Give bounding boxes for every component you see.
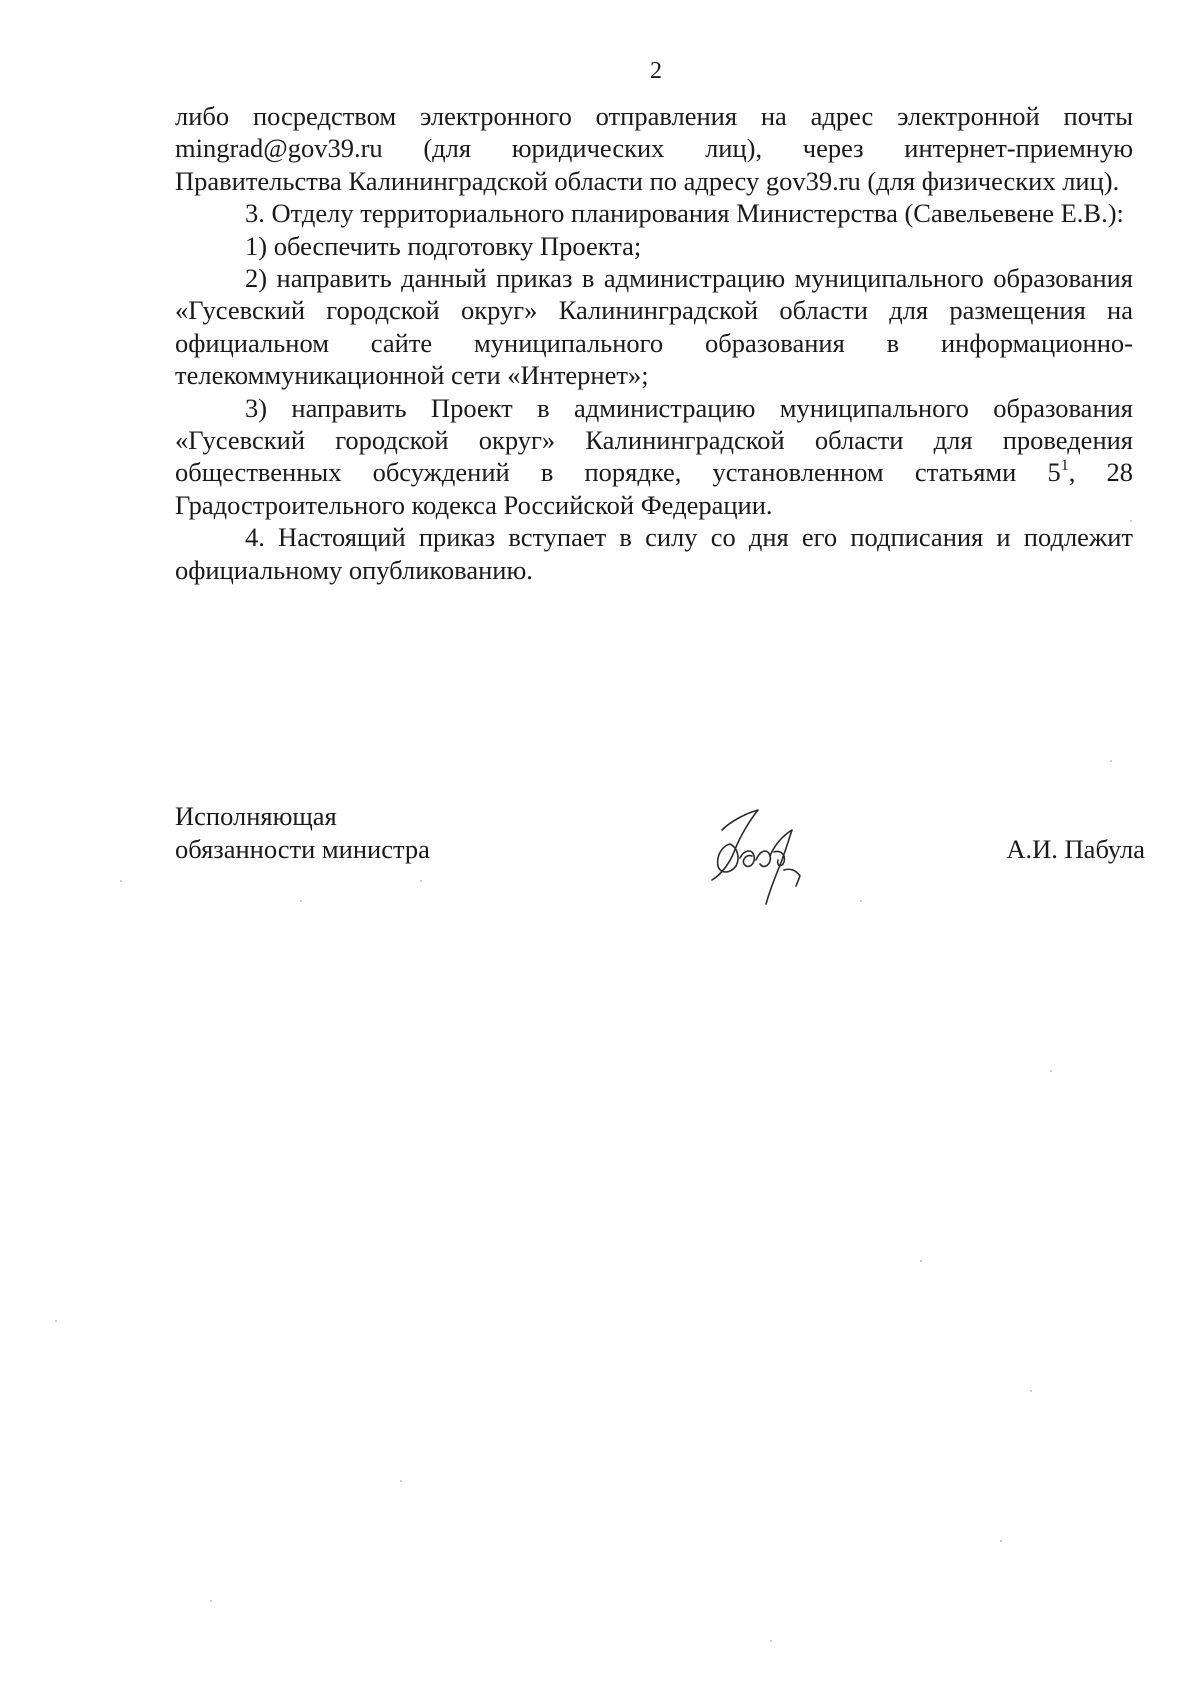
paragraph-contacts: либо посредством электронного отправления на адрес электронной почты mingrad@gov39.ru (для юридических лиц), через интернет-приемную Правительства Калининградской области по адресу gov39.ru (для физических лиц). (175, 101, 1133, 196)
scan-speck (300, 900, 302, 902)
paragraph-item-3-3-text: 3) направить Проект в администрацию муниципального образования «Гусевский городской округ» Калининградской области для проведения общественных обсуждений в порядке, установленном статьями 5 (175, 392, 1133, 488)
paragraph-item-3-3 (175, 392, 1133, 522)
scan-speck (1000, 1540, 1002, 1542)
paragraph-item-3-1: 1) обеспечить подготовку Проекта; (245, 230, 642, 261)
signatory-title-line2: обязанности министра (175, 834, 430, 864)
scan-speck (1050, 1070, 1052, 1072)
scan-speck (420, 880, 422, 882)
article-superscript: 1 (1060, 456, 1069, 474)
signatory-title (175, 800, 430, 866)
handwritten-signature (700, 800, 820, 910)
page-number: 2 (650, 58, 662, 84)
scan-speck (1030, 1390, 1032, 1392)
signatory-title-line1: Исполняющая (175, 801, 337, 831)
document-body (175, 100, 1133, 586)
scan-speck (1130, 520, 1132, 522)
scan-speck (860, 900, 862, 902)
signature-block (175, 800, 1145, 910)
scan-speck (1110, 760, 1112, 762)
paragraph-item-4: 4. Настоящий приказ вступает в силу со дня его подписания и подлежит официальному опубликованию. (175, 522, 1133, 585)
scan-speck (770, 1640, 772, 1642)
scan-speck (210, 1600, 212, 1602)
scan-speck (55, 1320, 57, 1322)
signatory-name: А.И. Пабула (1006, 834, 1145, 864)
paragraph-item-3-3-tail: , 28 Градостроительного кодекса Российской Федерации. (175, 457, 1133, 520)
paragraph-item-3-2: 2) направить данный приказ в администрацию муниципального образования «Гусевский городской округ» Калининградской области для размещения на официальном сайте муниципального образования в информационно-телекоммуникационной сети «Интернет»; (175, 263, 1133, 391)
scan-speck (920, 1260, 922, 1262)
scan-speck (400, 1480, 402, 1482)
paragraph-item-3: 3. Отделу территориального планирования Министерства (Савельевене Е.В.): (245, 198, 1124, 229)
scan-speck (120, 880, 122, 882)
